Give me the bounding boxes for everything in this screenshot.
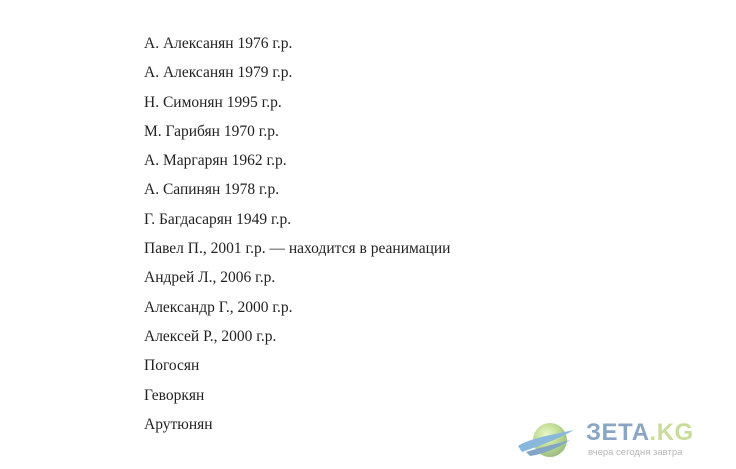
watermark-brand-suffix: .KG	[649, 419, 694, 446]
list-item: А. Сапинян 1978 г.р.	[144, 181, 280, 199]
site-watermark	[516, 414, 732, 464]
list-item: Алексей Р., 2000 г.р.	[144, 327, 277, 345]
list-item: Андрей Л., 2006 г.р.	[144, 269, 276, 287]
list-item: М. Гарибян 1970 г.р.	[144, 122, 279, 140]
watermark-brand	[586, 420, 694, 446]
list-item: Погосян	[144, 357, 200, 375]
list-item: Арутюнян	[144, 415, 213, 433]
list-item: Геворкян	[144, 386, 205, 404]
list-item: Г. Багдасарян 1949 г.р.	[144, 210, 292, 228]
list-item: А. Алексанян 1979 г.р.	[144, 64, 293, 82]
list-item: Н. Симонян 1995 г.р.	[144, 93, 282, 111]
list-item: А. Алексанян 1976 г.р.	[144, 35, 293, 52]
globe-logo-icon	[516, 416, 576, 462]
watermark-tagline: вчера сегодня завтра	[588, 447, 683, 458]
list-item: Павел П., 2001 г.р. — находится в реанимации	[144, 240, 451, 258]
list-item: Александр Г., 2000 г.р.	[144, 298, 293, 316]
list-item: А. Маргарян 1962 г.р.	[144, 152, 287, 170]
watermark-brand-main: ЗЕТА	[586, 419, 650, 446]
names-list	[144, 33, 450, 443]
